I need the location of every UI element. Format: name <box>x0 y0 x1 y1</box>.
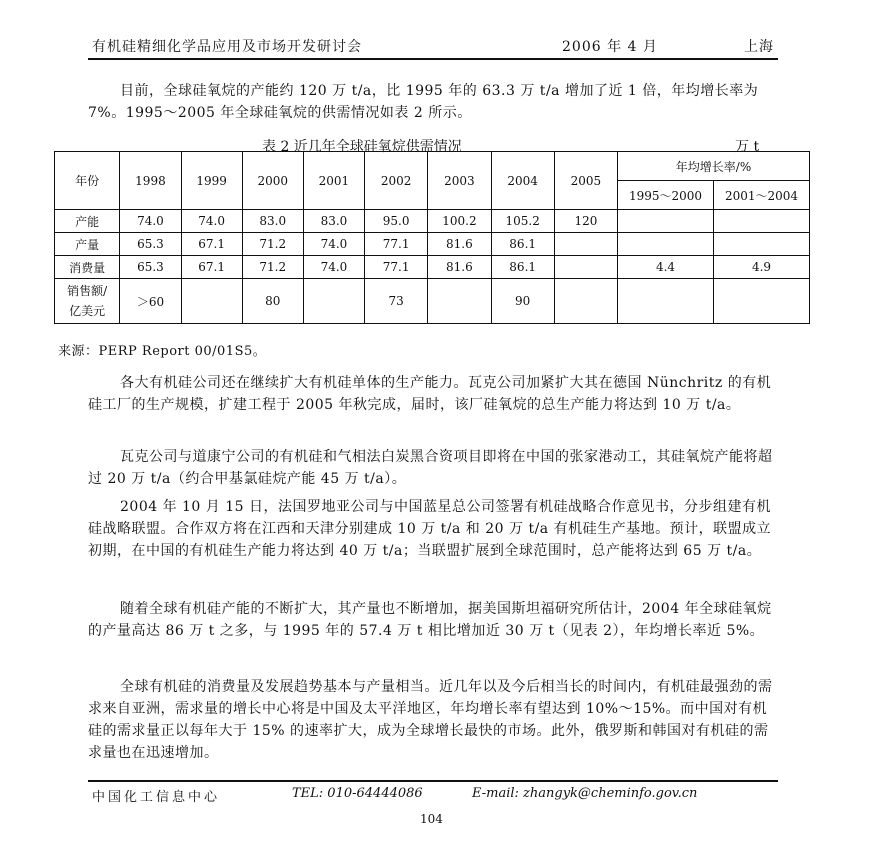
table-header-row <box>55 152 810 181</box>
header-growth-period: 2001～2004 <box>714 181 810 210</box>
table-cell <box>303 279 364 324</box>
header-date: 2006 年 4 月 <box>562 39 658 55</box>
table-cell: 74.0 <box>303 233 364 256</box>
table-cell <box>714 210 810 233</box>
table-cell <box>181 279 242 324</box>
paragraph-alliance: 2004 年 10 月 15 日，法国罗地亚公司与中国蓝星总公司签署有机硅战略合作意见书，分步组建有机硅战略联盟。合作双方将在江西和天津分别建成 10 万 t/a 和 20 万 t/a 有机硅生产基地。预计，联盟成立初期，在中国的有机硅生产能力将达到 40 万 t/a；当联盟扩展到全球范围时，总产能将达到 65 万 t/a。 <box>88 499 772 559</box>
table-cell <box>714 233 810 256</box>
table-cell <box>618 279 714 324</box>
table-row-output <box>55 233 810 256</box>
footer-rule <box>88 780 778 782</box>
footer-org: 中国化工信息中心 <box>92 790 221 805</box>
table-cell <box>428 279 491 324</box>
table-cell: 67.1 <box>181 256 242 279</box>
table-cell: 77.1 <box>365 233 428 256</box>
row-label: 产量 <box>55 233 120 256</box>
header-year: 2005 <box>554 152 617 210</box>
footer-tel: TEL: 010-64444086 <box>292 786 423 801</box>
paragraph-joint-venture: 瓦克公司与道康宁公司的有机硅和气相法白炭黑合资项目即将在中国的张家港动工，其硅氧烷产能将超过 20 万 t/a（约合甲基氯硅烷产能 45 万 t/a）。 <box>88 449 773 487</box>
table-cell <box>554 279 617 324</box>
header-year: 2004 <box>491 152 554 210</box>
page-footer <box>92 786 774 806</box>
supply-demand-table <box>54 151 810 324</box>
paragraph-expansion: 各大有机硅公司还在继续扩大有机硅单体的生产能力。瓦克公司加紧扩大其在德国 Nünchritz 的有机硅工厂的生产规模，扩建工程于 2005 年秋完成，届时，该厂硅氧烷的总生产能力将达到 10 万 t/a。 <box>88 375 772 413</box>
table-cell <box>554 256 617 279</box>
table-row-sales <box>55 279 810 324</box>
table-cell: 81.6 <box>428 233 491 256</box>
row-label: 消费量 <box>55 256 120 279</box>
header-year: 1998 <box>120 152 181 210</box>
table-cell <box>618 233 714 256</box>
table-caption: 表 2 近几年全球硅氧烷供需情况 <box>262 139 462 155</box>
table-cell <box>714 279 810 324</box>
table-cell: 86.1 <box>491 233 554 256</box>
header-year: 2000 <box>242 152 303 210</box>
table-cell: 81.6 <box>428 256 491 279</box>
page-number: 104 <box>420 812 443 826</box>
table-cell: 86.1 <box>491 256 554 279</box>
header-year: 2003 <box>428 152 491 210</box>
table-row-capacity <box>55 210 810 233</box>
table-cell: 71.2 <box>242 256 303 279</box>
header-growth-label: 年均增长率/% <box>618 152 810 181</box>
table-cell: 65.3 <box>120 256 181 279</box>
header-rule <box>88 58 778 60</box>
table-cell: 77.1 <box>365 256 428 279</box>
table-cell: 100.2 <box>428 210 491 233</box>
header-year-label: 年份 <box>55 152 120 210</box>
row-label-sales <box>55 279 120 324</box>
header-year: 2001 <box>303 152 364 210</box>
table-unit: 万 t <box>735 139 760 155</box>
table-cell: 74.0 <box>181 210 242 233</box>
footer-email: E-mail: zhangyk@cheminfo.gov.cn <box>472 786 698 801</box>
table-cell <box>618 210 714 233</box>
table-cell: 67.1 <box>181 233 242 256</box>
table-cell: 83.0 <box>303 210 364 233</box>
paragraph-consumption: 全球有机硅的消费量及发展趋势基本与产量相当。近几年以及今后相当长的时间内，有机硅最强劲的需求来自亚洲，需求量的增长中心将是中国及太平洋地区，年均增长率有望达到 10%～15%。而中国对有机硅的需求量正以每年大于 15% 的速率扩大，成为全球增长最快的市场。此外，俄罗斯和韩国对有机硅的需求量也在迅速增加。 <box>88 679 773 761</box>
header-growth-period: 1995～2000 <box>618 181 714 210</box>
table-cell: 4.4 <box>618 256 714 279</box>
table-cell: 73 <box>365 279 428 324</box>
paragraph-intro: 目前，全球硅氧烷的产能约 120 万 t/a，比 1995 年的 63.3 万 t/a 增加了近 1 倍，年均增长率为 7%。1995～2005 年全球硅氧烷的供需情况如表 2 所示。 <box>88 83 759 121</box>
table-cell: 120 <box>554 210 617 233</box>
sales-label-line1: 销售额/ <box>67 284 108 298</box>
header-title: 有机硅精细化学品应用及市场开发研讨会 <box>92 39 362 55</box>
page-header <box>92 36 774 56</box>
table-cell: 90 <box>491 279 554 324</box>
table-cell: 95.0 <box>365 210 428 233</box>
header-city: 上海 <box>744 39 774 55</box>
table-cell: 4.9 <box>714 256 810 279</box>
table-cell: 74.0 <box>303 256 364 279</box>
table-cell: 83.0 <box>242 210 303 233</box>
table-source: 来源：PERP Report 00/01S5。 <box>58 344 267 359</box>
table-cell: 65.3 <box>120 233 181 256</box>
table-cell: 80 <box>242 279 303 324</box>
table-cell: 74.0 <box>120 210 181 233</box>
row-label: 产能 <box>55 210 120 233</box>
paragraph-output: 随着全球有机硅产能的不断扩大，其产量也不断增加，据美国斯坦福研究所估计，2004 年全球硅氧烷的产量高达 86 万 t 之多，与 1995 年的 57.4 万 t 相比增加近 30 万 t（见表 2），年均增长率近 5%。 <box>88 601 772 639</box>
header-year: 2002 <box>365 152 428 210</box>
sales-label-line2: 亿美元 <box>69 304 106 318</box>
header-year: 1999 <box>181 152 242 210</box>
table-cell: 105.2 <box>491 210 554 233</box>
table-row-consumption <box>55 256 810 279</box>
table-cell: ＞60 <box>120 279 181 324</box>
table-cell <box>554 233 617 256</box>
table-cell: 71.2 <box>242 233 303 256</box>
